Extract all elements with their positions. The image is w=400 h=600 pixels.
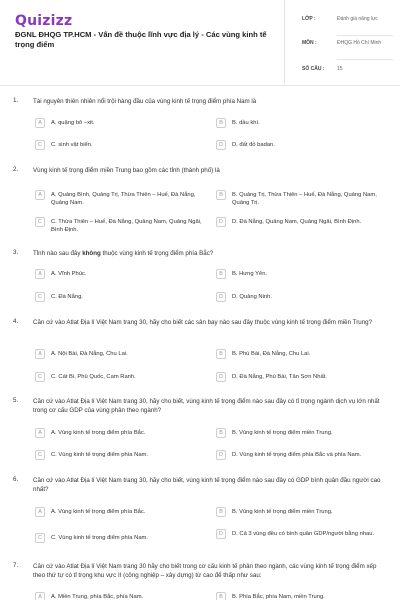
option-text: C. Vùng kinh tế trọng điểm phía Nam. (51, 452, 148, 458)
option-text: B. Phía Bắc, phía Nam, miền Trung. (232, 594, 325, 600)
option-letter: C (35, 292, 45, 302)
option-letter: C (35, 140, 45, 150)
option-letter: D (216, 372, 226, 382)
option-letter: A (35, 592, 45, 600)
meta-subject-value: ĐHQG Hồ Chí Minh (337, 40, 382, 46)
option-text: D. Đà Nẵng, Quảng Nam, Quảng Ngãi, Bình Định. (232, 219, 362, 225)
option-letter: D (216, 529, 226, 539)
option-text: A. Quảng Bình, Quảng Trị, Thừa Thiên – Huế, Đà Nẵng, Quảng Nam. (51, 192, 196, 207)
option-text: B. Vùng kinh tế trọng điểm miền Trung. (232, 509, 333, 515)
option-text: C. Đà Nẵng. (51, 294, 83, 300)
option-text: B. Hưng Yên. (232, 271, 268, 277)
question-text-part: thuộc vùng kinh tế trọng điểm phía Bắc? (100, 250, 214, 257)
option-letter: A (35, 269, 45, 279)
option-text: A. quặng bô –xit. (51, 120, 95, 126)
option-letter: B (216, 190, 226, 200)
question-number: 7. (13, 562, 19, 569)
option-letter: A (35, 190, 45, 200)
question-number: 6. (13, 476, 19, 483)
option-text: B. Vùng kinh tế trọng điểm miền Trung. (232, 430, 333, 436)
question-text-emphasis: không (82, 250, 101, 257)
option-letter: B (216, 269, 226, 279)
question-text: Căn cứ vào Atlat Địa lí Việt Nam trang 30, hãy cho biết, vùng kinh tế trọng điểm nào sau đây có GDP bình quân đầu người cao nhất? (33, 477, 381, 493)
option-letter: B (216, 507, 226, 517)
question-number: 1. (13, 97, 19, 104)
option-text: D. Vùng kinh tế trọng điểm phía Bắc và phía Nam. (232, 452, 362, 458)
meta-count-value: 15 (337, 66, 343, 72)
option-letter: D (216, 217, 226, 227)
worksheet-meta (284, 0, 400, 86)
quizizz-logo[interactable]: Quizizz (15, 13, 73, 29)
option-text: B. Phú Bài, Đà Nẵng, Chu Lai. (232, 351, 311, 357)
option-letter: C (35, 372, 45, 382)
question-text: Tài nguyên thiên nhiên nổi trội hàng đầu của vùng kinh tế trọng điểm phía Nam là (33, 98, 257, 105)
worksheet-title: ĐGNL ĐHQG TP.HCM - Vấn đề thuộc lĩnh vực địa lý - Các vùng kinh tế trọng điểm (15, 30, 267, 49)
option-letter: C (35, 450, 45, 460)
option-text: D. Đà Nẵng, Phú Bài, Tân Sơn Nhất. (232, 374, 327, 380)
option-letter: D (216, 140, 226, 150)
option-text: A. Vùng kinh tế trọng điểm phía Bắc. (51, 430, 146, 436)
option-text: C. Vùng kinh tế trọng điểm phía Nam. (51, 535, 148, 541)
option-text: B. dầu khí. (232, 120, 260, 126)
option-text: D. Cả 3 vùng đều có bình quân GDP/người bằng nhau. (232, 531, 375, 537)
question-number: 5. (13, 397, 19, 404)
option-text: A. Vĩnh Phúc. (51, 271, 87, 277)
question-text: Căn cứ vào Atlat Địa lí Việt Nam trang 30, hãy cho biết các sân bay nào sau đây thuộc vùng kinh tế trọng điểm miền Trung? (33, 319, 373, 326)
question-number: 2. (13, 166, 19, 173)
option-text: A. Vùng kinh tế trọng điểm phía Bắc. (51, 509, 146, 515)
meta-divider (337, 59, 393, 60)
option-letter: B (216, 349, 226, 359)
option-text: C. sinh vật biển. (51, 142, 93, 148)
question-text: Vùng kinh tế trọng điểm miền Trung bao gồm các tỉnh (thành phố) là (33, 167, 220, 174)
option-text: D. đất đỏ badan. (232, 142, 275, 148)
question-text-part: Tỉnh nào sau đây (33, 250, 83, 257)
option-text: D. Quảng Ninh. (232, 294, 272, 300)
option-text: C. Cát Bi, Phù Quốc, Cam Ranh. (51, 374, 136, 380)
option-letter: A (35, 428, 45, 438)
option-letter: B (216, 118, 226, 128)
option-letter: D (216, 292, 226, 302)
option-letter: D (216, 450, 226, 460)
option-letter: A (35, 507, 45, 517)
option-letter: C (35, 533, 45, 543)
option-text: A. Miền Trung, phía Bắc, phía Nam. (51, 594, 144, 600)
meta-divider (337, 35, 393, 36)
option-text: B. Quảng Trị, Thừa Thiên – Huế, Đà Nẵng, Quảng Nam, Quảng Trị. (232, 192, 377, 207)
meta-class-value: Đánh giá năng lực (337, 16, 378, 22)
meta-count-label: SỐ CÂU : (302, 66, 325, 72)
meta-subject-label: MÔN : (302, 40, 317, 46)
option-letter: A (35, 118, 45, 128)
question-text (33, 249, 383, 258)
option-letter: B (216, 428, 226, 438)
question-text: Căn cứ vào Atlat Địa lí Việt Nam trang 30, hãy cho biết, vùng kinh tế trọng điểm nào sau đây có tỉ trọng ngành dịch vụ lớn nhất trong cơ cấu GDP của vùng phân theo ngành? (33, 398, 380, 414)
option-letter: B (216, 592, 226, 600)
option-letter: C (35, 217, 45, 227)
meta-class-label: LỚP : (302, 16, 316, 22)
question-number: 3. (13, 249, 19, 256)
option-text: C. Thừa Thiên – Huế, Đà Nẵng, Quảng Nam, Quảng Ngãi, Bình Định. (51, 219, 202, 234)
option-letter: A (35, 349, 45, 359)
worksheet-header (0, 0, 400, 86)
question-number: 4. (13, 318, 19, 325)
question-text: Căn cứ vào Atlat Địa lí Việt Nam trang 30 hãy cho biết trong cơ cấu kinh tế phân theo ngành, các vùng kinh tế trọng điểm xếp theo thứ tự có tỉ trọng khu vực II (công nghiệp – xây dựng) từ cao để thấp như sau: (33, 563, 377, 579)
option-text: A. Nội Bài, Đà Nẵng, Chu Lai. (51, 351, 128, 357)
